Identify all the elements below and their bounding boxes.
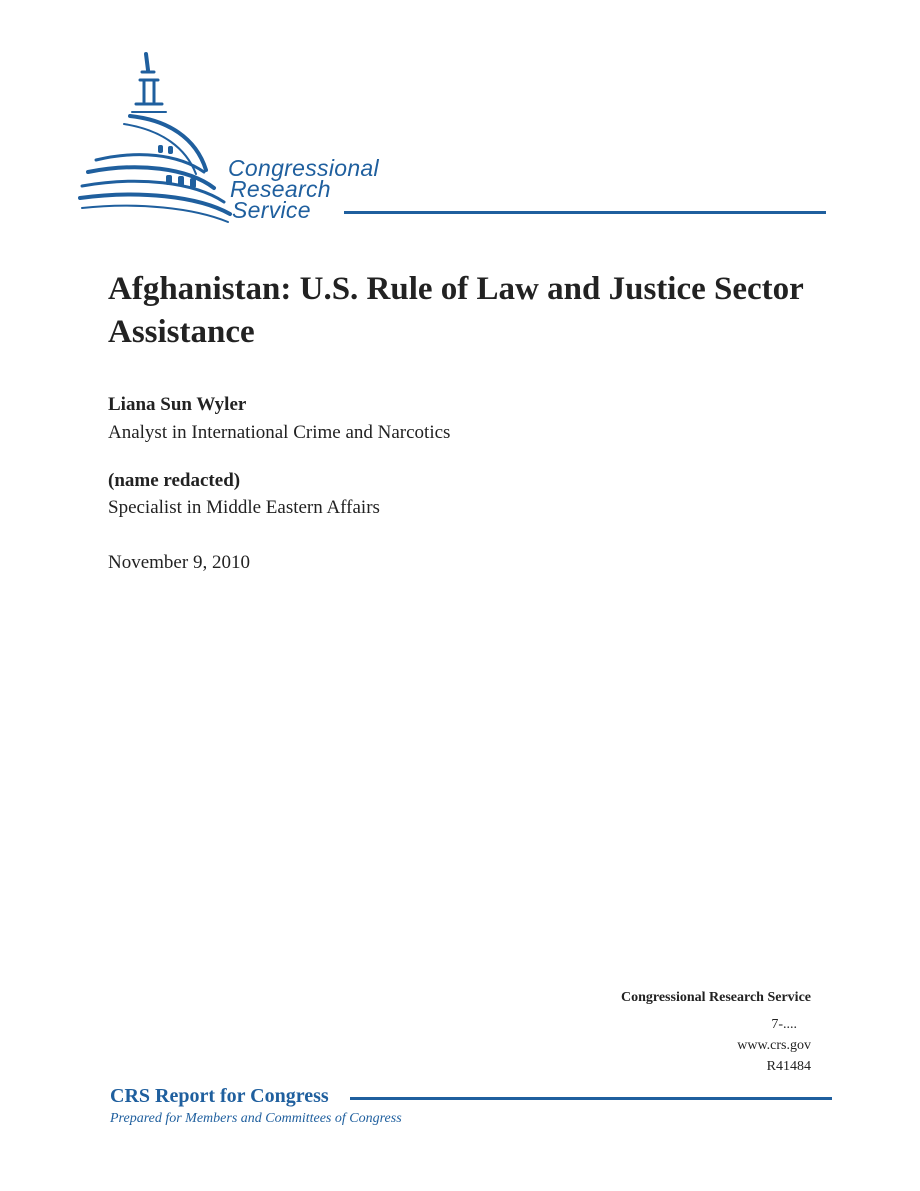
report-date: November 9, 2010 [108,552,250,573]
footer-subtitle: Prepared for Members and Committees of Congress [110,1111,402,1126]
footer-rule [350,1097,832,1100]
author-2-name: (name redacted) [108,470,241,491]
logo-line-service: Service [232,197,311,223]
crs-url: www.crs.gov [737,1038,811,1053]
capitol-dome-icon [78,50,248,225]
author-1-name: Liana Sun Wyler [108,394,247,415]
crs-info-block [621,990,811,1077]
crs-logo [78,50,838,230]
logo-line-research: Research [230,176,331,202]
report-number: R41484 [766,1059,811,1074]
author-2-role: Specialist in Middle Eastern Affairs [108,497,380,518]
logo-rule [344,211,826,214]
crs-org-name: Congressional Research Service [620,990,811,1005]
author-1-role: Analyst in International Crime and Narcotics [108,422,451,443]
footer-title: CRS Report for Congress [110,1085,333,1108]
logo-line-congressional: Congressional [228,155,379,181]
report-title: Afghanistan: U.S. Rule of Law and Justice Sector Assistance [108,271,804,350]
crs-code: 7-.... [771,1017,797,1032]
